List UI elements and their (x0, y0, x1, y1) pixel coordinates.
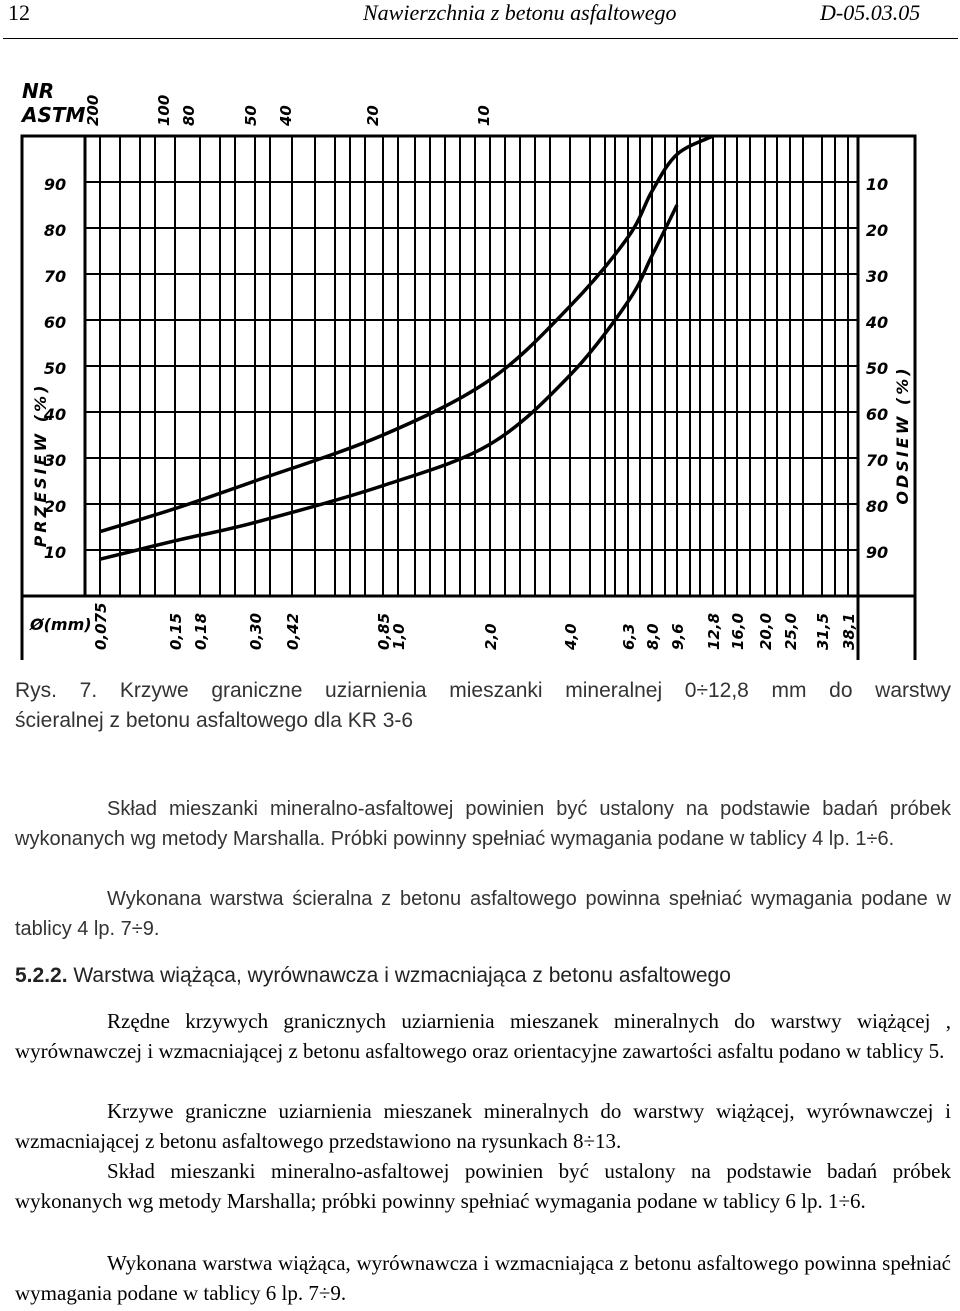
astm-number: 80 (180, 105, 198, 126)
x-axis-title: Ø(mm) (30, 615, 92, 634)
corner-label: NR (22, 79, 55, 103)
sieve-size-label: 31,5 (814, 612, 832, 650)
figure-caption (15, 676, 951, 736)
page-number: 12 (8, 0, 30, 25)
caption-line-1: Rys. 7. Krzywe graniczne uziarnienia mieszanki mineralnej 0÷12,8 mm do warstwy (15, 679, 951, 702)
astm-number: 40 (277, 105, 295, 126)
y-tick-left: 10 (43, 543, 67, 562)
document-code: D-05.03.05 (820, 0, 921, 25)
header-rule (3, 38, 958, 39)
sieve-size-label: 8,0 (644, 623, 662, 650)
section-number: 5.2.2. (15, 964, 68, 987)
y-tick-right: 10 (865, 175, 889, 194)
y-tick-left: 60 (43, 313, 67, 332)
section1-paragraph-2: Wykonana warstwa ścieralna z betonu asfaltowego powinna spełniać wymagania podane w tablicy 4 lp. 7÷9. (15, 888, 951, 940)
section2-paragraph-1: Rzędne krzywych granicznych uziarnienia mieszanek mineralnych do warstwy wiążącej , wyrównawczej i wzmacniającej z betonu asfaltowego oraz orientacyjne zawartości asfaltu podano w tablicy 5. (15, 1009, 951, 1063)
sieve-size-label: 25,0 (782, 612, 800, 650)
y-tick-left: 40 (43, 405, 67, 424)
sieve-size-label: 1,0 (390, 623, 408, 650)
grading-curves (100, 136, 713, 559)
y-tick-right: 30 (865, 267, 889, 286)
y-axis-title-left: PRZESIEW (%) (31, 382, 50, 548)
astm-number: 20 (364, 105, 382, 126)
grading-curve-chart (0, 60, 960, 660)
y-tick-left: 30 (43, 451, 67, 470)
sieve-size-label: 38,1 (840, 612, 858, 650)
sieve-size-label: 0,42 (284, 612, 302, 650)
astm-number: 50 (242, 105, 260, 126)
sieve-size-label: 4,0 (562, 623, 580, 650)
sieve-size-label: 0,075 (92, 602, 110, 650)
sieve-size-label: 16,0 (729, 612, 747, 650)
section2-paragraph-4: Wykonana warstwa wiążąca, wyrównawcza i wzmacniająca z betonu asfaltowego powinna spełniać wymagania podane w tablicy 6 lp. 7÷9. (15, 1251, 951, 1305)
corner-label: ASTM (22, 103, 86, 127)
sieve-size-label: 0,15 (167, 612, 185, 650)
sieve-size-label: 9,6 (669, 623, 687, 650)
sieve-size-label: 20,0 (757, 612, 775, 650)
sieve-size-label: 0,30 (247, 612, 265, 650)
section2-paragraph-3: Skład mieszanki mineralno-asfaltowej powinien być ustalony na podstawie badań próbek wykonanych wg metody Marshalla; próbki powinny spełniać wymagania podane w tablicy 6 lp. 1÷6. (15, 1159, 951, 1213)
caption-line-2: ścieralnej z betonu asfaltowego dla KR 3-6 (15, 709, 414, 732)
section1-paragraph-1: Skład mieszanki mineralno-asfaltowej powinien być ustalony na podstawie badań próbek wykonanych wg metody Marshalla. Próbki powinny spełniać wymagania podane w tablicy 4 lp. 1÷6. (15, 798, 951, 850)
section-heading (15, 961, 731, 991)
astm-number: 200 (84, 94, 102, 126)
upper-grading-curve (100, 136, 713, 532)
sieve-size-label: 0,85 (375, 612, 393, 650)
y-axis-title-right: ODSIEW (%) (893, 365, 912, 505)
y-tick-left: 70 (43, 267, 67, 286)
y-tick-left: 90 (43, 175, 67, 194)
y-tick-left: 80 (43, 221, 67, 240)
y-tick-left: 20 (43, 497, 67, 516)
y-tick-right: 50 (865, 359, 889, 378)
y-tick-left: 50 (43, 359, 67, 378)
sieve-size-label: 0,18 (192, 612, 210, 650)
y-tick-right: 20 (865, 221, 889, 240)
section2-paragraph-2: Krzywe graniczne uziarnienia mieszanek mineralnych do warstwy wiążącej, wyrównawczej i wzmacniającej z betonu asfaltowego przedstawiono na rysunkach 8÷13. (15, 1099, 951, 1153)
section-title: Warstwa wiążąca, wyrównawcza i wzmacniająca z betonu asfaltowego (73, 964, 731, 987)
document-title: Nawierzchnia z betonu asfaltowego (363, 0, 677, 25)
sieve-size-label: 6,3 (620, 623, 638, 650)
y-tick-right: 60 (865, 405, 889, 424)
y-tick-right: 90 (865, 543, 889, 562)
chart-grid (85, 136, 858, 596)
y-tick-right: 40 (865, 313, 889, 332)
astm-number: 10 (475, 105, 493, 126)
page-header (0, 0, 960, 40)
astm-number: 100 (155, 94, 173, 126)
y-tick-right: 80 (865, 497, 889, 516)
y-tick-right: 70 (865, 451, 889, 470)
sieve-size-label: 2,0 (482, 623, 500, 650)
sieve-size-label: 12,8 (705, 612, 723, 650)
